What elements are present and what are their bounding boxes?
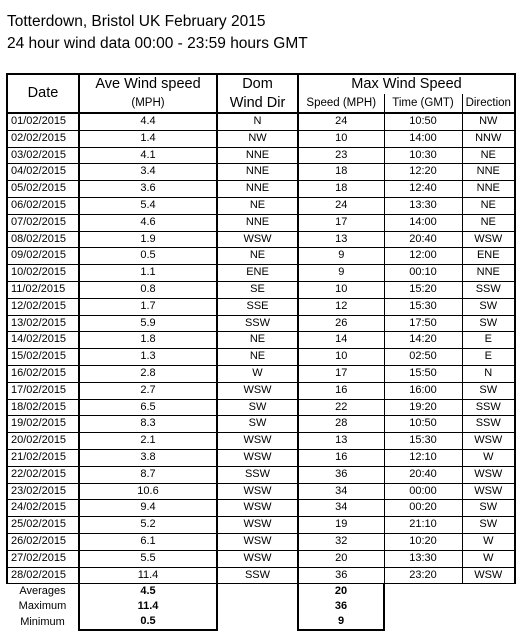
cell-max-speed: 13 bbox=[298, 231, 384, 248]
cell-max-speed: 20 bbox=[298, 550, 384, 567]
summary-max-speed: 20 bbox=[298, 584, 384, 600]
cell-date: 07/02/2015 bbox=[7, 214, 79, 231]
cell-dom-dir: NNE bbox=[217, 164, 298, 181]
summary-spacer bbox=[462, 584, 515, 600]
cell-max-direction: WSW bbox=[462, 433, 515, 450]
cell-max-direction: SW bbox=[462, 517, 515, 534]
cell-max-time: 19:20 bbox=[384, 399, 462, 416]
cell-dom-dir: WSW bbox=[217, 433, 298, 450]
cell-max-speed: 32 bbox=[298, 533, 384, 550]
cell-max-direction: NNE bbox=[462, 164, 515, 181]
summary-label: Averages bbox=[19, 585, 66, 598]
cell-dom-dir: WSW bbox=[217, 382, 298, 399]
cell-ave-speed: 1.9 bbox=[79, 231, 217, 248]
cell-dom-dir: N bbox=[217, 113, 298, 130]
table-row bbox=[7, 265, 515, 282]
cell-max-time: 14:20 bbox=[384, 332, 462, 349]
table-row bbox=[7, 533, 515, 550]
cell-max-time: 21:10 bbox=[384, 517, 462, 534]
cell-ave-speed: 6.1 bbox=[79, 533, 217, 550]
table-row bbox=[7, 399, 515, 416]
cell-dom-dir: WSW bbox=[217, 231, 298, 248]
table-row bbox=[7, 567, 515, 584]
cell-dom-dir: NE bbox=[217, 349, 298, 366]
summary-max-speed: 36 bbox=[298, 599, 384, 614]
cell-max-direction: NE bbox=[462, 147, 515, 164]
cell-ave-speed: 4.4 bbox=[79, 113, 217, 130]
cell-dom-dir: ENE bbox=[217, 265, 298, 282]
cell-max-speed: 23 bbox=[298, 147, 384, 164]
cell-max-direction: N bbox=[462, 365, 515, 382]
cell-max-time: 10:30 bbox=[384, 147, 462, 164]
table-row bbox=[7, 466, 515, 483]
cell-ave-speed: 11.4 bbox=[79, 567, 217, 584]
cell-max-speed: 10 bbox=[298, 130, 384, 147]
table-row bbox=[7, 349, 515, 366]
cell-max-direction: W bbox=[462, 533, 515, 550]
cell-max-time: 13:30 bbox=[384, 550, 462, 567]
cell-max-direction: WSW bbox=[462, 567, 515, 584]
cell-date: 18/02/2015 bbox=[7, 399, 79, 416]
cell-date: 04/02/2015 bbox=[7, 164, 79, 181]
cell-max-speed: 18 bbox=[298, 164, 384, 181]
summary-spacer bbox=[217, 614, 298, 630]
cell-ave-speed: 8.7 bbox=[79, 466, 217, 483]
cell-max-direction: NNE bbox=[462, 181, 515, 198]
summary-spacer bbox=[462, 599, 515, 614]
cell-max-time: 00:00 bbox=[384, 483, 462, 500]
cell-date: 08/02/2015 bbox=[7, 231, 79, 248]
cell-dom-dir: SE bbox=[217, 281, 298, 298]
cell-ave-speed: 4.6 bbox=[79, 214, 217, 231]
cell-max-direction: SW bbox=[462, 500, 515, 517]
cell-dom-dir: WSW bbox=[217, 550, 298, 567]
cell-max-direction: E bbox=[462, 349, 515, 366]
cell-max-time: 10:50 bbox=[384, 416, 462, 433]
table-row bbox=[7, 281, 515, 298]
cell-dom-dir: SSW bbox=[217, 567, 298, 584]
cell-dom-dir: WSW bbox=[217, 533, 298, 550]
cell-date: 17/02/2015 bbox=[7, 382, 79, 399]
cell-max-speed: 16 bbox=[298, 382, 384, 399]
cell-ave-speed: 0.8 bbox=[79, 281, 217, 298]
cell-date: 14/02/2015 bbox=[7, 332, 79, 349]
cell-max-direction: WSW bbox=[462, 231, 515, 248]
cell-date: 22/02/2015 bbox=[7, 466, 79, 483]
table-row bbox=[7, 365, 515, 382]
table-row bbox=[7, 315, 515, 332]
cell-max-speed: 34 bbox=[298, 483, 384, 500]
cell-max-direction: SSW bbox=[462, 416, 515, 433]
cell-date: 15/02/2015 bbox=[7, 349, 79, 366]
header-direction: Direction bbox=[462, 94, 515, 113]
cell-max-direction: NE bbox=[462, 197, 515, 214]
cell-dom-dir: SSW bbox=[217, 315, 298, 332]
cell-max-direction: NE bbox=[462, 214, 515, 231]
header-date: Date bbox=[7, 74, 79, 113]
cell-date: 25/02/2015 bbox=[7, 517, 79, 534]
table-row bbox=[7, 483, 515, 500]
cell-ave-speed: 8.3 bbox=[79, 416, 217, 433]
cell-ave-speed: 6.5 bbox=[79, 399, 217, 416]
summary-spacer bbox=[217, 584, 298, 600]
cell-max-direction: NNE bbox=[462, 265, 515, 282]
header-speed: Speed (MPH) bbox=[298, 94, 384, 113]
cell-max-time: 12:40 bbox=[384, 181, 462, 198]
summary-spacer bbox=[384, 614, 462, 630]
cell-max-time: 20:40 bbox=[384, 466, 462, 483]
cell-max-time: 10:50 bbox=[384, 113, 462, 130]
cell-ave-speed: 1.4 bbox=[79, 130, 217, 147]
cell-ave-speed: 9.4 bbox=[79, 500, 217, 517]
cell-max-speed: 16 bbox=[298, 449, 384, 466]
cell-date: 06/02/2015 bbox=[7, 197, 79, 214]
cell-max-time: 12:00 bbox=[384, 248, 462, 265]
cell-ave-speed: 1.7 bbox=[79, 298, 217, 315]
cell-max-direction: W bbox=[462, 550, 515, 567]
table-row bbox=[7, 500, 515, 517]
summary-row bbox=[7, 584, 515, 600]
cell-max-speed: 17 bbox=[298, 214, 384, 231]
cell-max-speed: 17 bbox=[298, 365, 384, 382]
cell-ave-speed: 1.8 bbox=[79, 332, 217, 349]
cell-dom-dir: SSE bbox=[217, 298, 298, 315]
summary-spacer bbox=[384, 584, 462, 600]
cell-ave-speed: 5.2 bbox=[79, 517, 217, 534]
summary-ave-speed: 4.5 bbox=[79, 584, 217, 600]
cell-max-time: 00:20 bbox=[384, 500, 462, 517]
cell-date: 23/02/2015 bbox=[7, 483, 79, 500]
table-row bbox=[7, 382, 515, 399]
cell-max-time: 15:50 bbox=[384, 365, 462, 382]
cell-ave-speed: 5.9 bbox=[79, 315, 217, 332]
table-row bbox=[7, 164, 515, 181]
cell-max-speed: 24 bbox=[298, 197, 384, 214]
cell-date: 01/02/2015 bbox=[7, 113, 79, 130]
summary-ave-speed: 11.4 bbox=[79, 599, 217, 614]
table-row bbox=[7, 181, 515, 198]
cell-max-direction: NW bbox=[462, 113, 515, 130]
table-row bbox=[7, 147, 515, 164]
cell-max-speed: 18 bbox=[298, 181, 384, 198]
cell-max-speed: 26 bbox=[298, 315, 384, 332]
table-row bbox=[7, 550, 515, 567]
cell-ave-speed: 2.7 bbox=[79, 382, 217, 399]
cell-max-time: 14:00 bbox=[384, 130, 462, 147]
table-row bbox=[7, 214, 515, 231]
table-row bbox=[7, 517, 515, 534]
cell-date: 28/02/2015 bbox=[7, 567, 79, 584]
cell-max-speed: 22 bbox=[298, 399, 384, 416]
cell-max-time: 15:30 bbox=[384, 433, 462, 450]
summary-spacer bbox=[384, 599, 462, 614]
cell-dom-dir: SW bbox=[217, 399, 298, 416]
cell-ave-speed: 1.3 bbox=[79, 349, 217, 366]
page-title: Totterdown, Bristol UK February 2015 bbox=[7, 13, 266, 30]
table-row bbox=[7, 416, 515, 433]
cell-max-direction: SW bbox=[462, 315, 515, 332]
cell-max-direction: NNW bbox=[462, 130, 515, 147]
table-row bbox=[7, 231, 515, 248]
cell-max-time: 15:20 bbox=[384, 281, 462, 298]
header-dom: Dom bbox=[217, 74, 298, 94]
table-row bbox=[7, 332, 515, 349]
cell-max-speed: 36 bbox=[298, 466, 384, 483]
cell-max-speed: 10 bbox=[298, 281, 384, 298]
cell-max-direction: SSW bbox=[462, 281, 515, 298]
cell-date: 03/02/2015 bbox=[7, 147, 79, 164]
cell-max-speed: 19 bbox=[298, 517, 384, 534]
cell-max-time: 02:50 bbox=[384, 349, 462, 366]
cell-dom-dir: NNE bbox=[217, 181, 298, 198]
header-wind-dir: Wind Dir bbox=[217, 94, 298, 113]
cell-max-direction: ENE bbox=[462, 248, 515, 265]
table-row bbox=[7, 113, 515, 130]
table-row bbox=[7, 248, 515, 265]
cell-ave-speed: 5.5 bbox=[79, 550, 217, 567]
header-ave-wind-speed: Ave Wind speed bbox=[79, 74, 217, 94]
cell-dom-dir: WSW bbox=[217, 500, 298, 517]
cell-max-time: 15:30 bbox=[384, 298, 462, 315]
cell-max-time: 17:50 bbox=[384, 315, 462, 332]
cell-max-speed: 28 bbox=[298, 416, 384, 433]
cell-date: 26/02/2015 bbox=[7, 533, 79, 550]
cell-dom-dir: WSW bbox=[217, 483, 298, 500]
cell-dom-dir: WSW bbox=[217, 449, 298, 466]
cell-ave-speed: 3.4 bbox=[79, 164, 217, 181]
cell-dom-dir: NE bbox=[217, 248, 298, 265]
cell-max-time: 12:10 bbox=[384, 449, 462, 466]
cell-date: 24/02/2015 bbox=[7, 500, 79, 517]
cell-date: 20/02/2015 bbox=[7, 433, 79, 450]
cell-max-speed: 14 bbox=[298, 332, 384, 349]
cell-max-time: 20:40 bbox=[384, 231, 462, 248]
cell-max-direction: E bbox=[462, 332, 515, 349]
summary-ave-speed: 0.5 bbox=[79, 614, 217, 630]
cell-ave-speed: 3.6 bbox=[79, 181, 217, 198]
cell-date: 09/02/2015 bbox=[7, 248, 79, 265]
cell-max-direction: WSW bbox=[462, 483, 515, 500]
cell-ave-speed: 1.1 bbox=[79, 265, 217, 282]
table-row bbox=[7, 433, 515, 450]
summary-row bbox=[7, 614, 515, 630]
page-subtitle: 24 hour wind data 00:00 - 23:59 hours GMT bbox=[7, 35, 308, 52]
cell-max-time: 16:00 bbox=[384, 382, 462, 399]
cell-max-time: 00:10 bbox=[384, 265, 462, 282]
cell-max-time: 23:20 bbox=[384, 567, 462, 584]
cell-date: 16/02/2015 bbox=[7, 365, 79, 382]
cell-ave-speed: 4.1 bbox=[79, 147, 217, 164]
cell-max-speed: 36 bbox=[298, 567, 384, 584]
cell-max-time: 10:20 bbox=[384, 533, 462, 550]
cell-dom-dir: W bbox=[217, 365, 298, 382]
cell-date: 13/02/2015 bbox=[7, 315, 79, 332]
summary-max-speed: 9 bbox=[298, 614, 384, 630]
summary-row bbox=[7, 599, 515, 614]
cell-max-speed: 34 bbox=[298, 500, 384, 517]
table-row bbox=[7, 197, 515, 214]
table-row bbox=[7, 298, 515, 315]
cell-max-time: 13:30 bbox=[384, 197, 462, 214]
cell-max-time: 12:20 bbox=[384, 164, 462, 181]
cell-max-direction: SW bbox=[462, 382, 515, 399]
table-row bbox=[7, 130, 515, 147]
cell-ave-speed: 10.6 bbox=[79, 483, 217, 500]
cell-date: 12/02/2015 bbox=[7, 298, 79, 315]
cell-dom-dir: NNE bbox=[217, 214, 298, 231]
cell-ave-speed: 2.8 bbox=[79, 365, 217, 382]
cell-ave-speed: 2.1 bbox=[79, 433, 217, 450]
header-max-wind-speed: Max Wind Speed bbox=[298, 74, 515, 94]
cell-ave-speed: 5.4 bbox=[79, 197, 217, 214]
cell-dom-dir: NW bbox=[217, 130, 298, 147]
cell-max-direction: SSW bbox=[462, 399, 515, 416]
cell-max-speed: 9 bbox=[298, 265, 384, 282]
cell-max-direction: W bbox=[462, 449, 515, 466]
cell-date: 21/02/2015 bbox=[7, 449, 79, 466]
summary-spacer bbox=[217, 599, 298, 614]
cell-dom-dir: SW bbox=[217, 416, 298, 433]
cell-date: 19/02/2015 bbox=[7, 416, 79, 433]
cell-date: 27/02/2015 bbox=[7, 550, 79, 567]
header-ave-unit: (MPH) bbox=[79, 94, 217, 113]
cell-max-speed: 12 bbox=[298, 298, 384, 315]
cell-dom-dir: NE bbox=[217, 197, 298, 214]
summary-label: Minimum bbox=[20, 615, 65, 628]
cell-dom-dir: NNE bbox=[217, 147, 298, 164]
cell-dom-dir: NE bbox=[217, 332, 298, 349]
cell-ave-speed: 0.5 bbox=[79, 248, 217, 265]
cell-max-direction: WSW bbox=[462, 466, 515, 483]
cell-date: 10/02/2015 bbox=[7, 265, 79, 282]
cell-max-speed: 9 bbox=[298, 248, 384, 265]
summary-label: Maximum bbox=[18, 600, 67, 613]
cell-max-direction: SW bbox=[462, 298, 515, 315]
cell-max-speed: 10 bbox=[298, 349, 384, 366]
cell-max-time: 14:00 bbox=[384, 214, 462, 231]
cell-dom-dir: SSW bbox=[217, 466, 298, 483]
summary-spacer bbox=[462, 614, 515, 630]
cell-ave-speed: 3.8 bbox=[79, 449, 217, 466]
wind-data-table bbox=[6, 73, 516, 631]
header-time: Time (GMT) bbox=[384, 94, 462, 113]
cell-max-speed: 24 bbox=[298, 113, 384, 130]
cell-dom-dir: WSW bbox=[217, 517, 298, 534]
cell-max-speed: 13 bbox=[298, 433, 384, 450]
cell-date: 02/02/2015 bbox=[7, 130, 79, 147]
table-row bbox=[7, 449, 515, 466]
cell-date: 05/02/2015 bbox=[7, 181, 79, 198]
cell-date: 11/02/2015 bbox=[7, 281, 79, 298]
